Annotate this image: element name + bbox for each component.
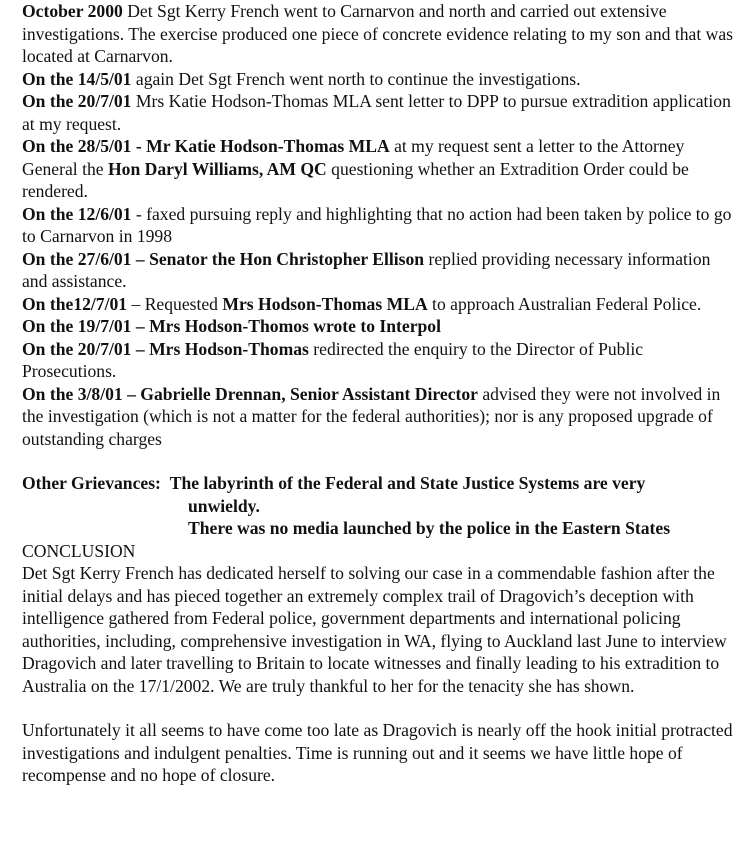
conclusion-paragraph-2: Unfortunately it all seems to have come too late as Dragovich is nearly off the hook initial protracted investigations and indulgent penalties. Time is running out and it seems we have little hope of recompense and no hope of closure. [22, 720, 733, 785]
timeline-entry-20-7-01-dpp: On the 20/7/01 Mrs Katie Hodson-Thomas MLA sent letter to DPP to pursue extradition application at my request. [22, 91, 731, 134]
timeline-entry-28-5-01: On the 28/5/01 - Mr Katie Hodson-Thomas MLA at my request sent a letter to the Attorney General the Hon Daryl Williams, AM QC questioning whether an Extradition Order could be rendered. [22, 136, 689, 201]
grievance-line-1: Other Grievances: The labyrinth of the Federal and State Justice Systems are very [22, 473, 646, 493]
grievance-line-3: There was no media launched by the police in the Eastern States [188, 518, 671, 538]
spacer [22, 450, 737, 472]
timeline-entry-12-6-01: On the 12/6/01 - faxed pursuing reply and highlighting that no action had been taken by police to go to Carnarvon in 1998 [22, 203, 732, 246]
timeline-entry-12-7-01: On the12/7/01 – Requested Mrs Hodson-Thomas MLA to approach Australian Federal Police. [22, 293, 702, 314]
timeline-entry-27-6-01: On the 27/6/01 – Senator the Hon Christopher Ellison replied providing necessary information and assistance. [22, 248, 711, 291]
timeline-entry-oct-2000: October 2000 Det Sgt Kerry French went to Carnarvon and north and carried out extensive investigations. The exercise produced one piece of concrete evidence relating to my son and that was located at Carnarvon. [22, 1, 733, 66]
timeline-entry-20-7-01-redirect: On the 20/7/01 – Mrs Hodson-Thomas redirected the enquiry to the Director of Public Prosecutions. [22, 338, 644, 381]
timeline-entry-3-8-01: On the 3/8/01 – Gabrielle Drennan, Senior Assistant Director advised they were not involved in the investigation (which is not a matter for the federal authorities); nor is any proposed upgrade of outstanding charges [22, 383, 721, 449]
timeline-entry-14-5-01: On the 14/5/01 again Det Sgt French went north to continue the investigations. [22, 68, 581, 89]
conclusion-paragraph-1: Det Sgt Kerry French has dedicated herself to solving our case in a commendable fashion after the initial delays and has pieced together an extremely complex trail of Dragovich’s deception with intelligence gathered from Federal police, government departments and international policing authorities, including, comprehensive investigation in WA, flying to Auckland last June to interview Dragovich and later travelling to Britain to locate witnesses and finally leading to his extradition to Australia on the 17/1/2002. We are truly thankful to her for the tenacity she has shown. [22, 563, 727, 696]
grievance-line-2: unwieldy. [188, 495, 260, 516]
document-page [22, 0, 737, 787]
spacer [22, 697, 737, 719]
other-grievances [22, 472, 737, 540]
timeline-entry-19-7-01: On the 19/7/01 – Mrs Hodson-Thomos wrote to Interpol [22, 316, 441, 336]
conclusion-heading: CONCLUSION [22, 540, 136, 561]
grievances-label: Other Grievances: [22, 473, 161, 493]
